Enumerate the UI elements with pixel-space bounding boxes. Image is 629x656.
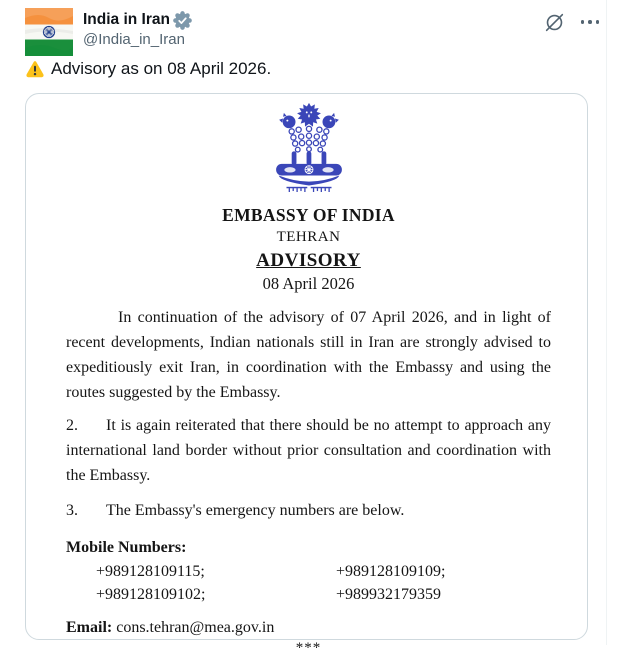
more-options-icon[interactable] [581,12,600,32]
tweet-text: Advisory as on 08 April 2026. [51,59,272,78]
phone-numbers-grid [96,560,551,606]
emblem-wrap [66,102,551,197]
mobile-numbers-label: Mobile Numbers: [66,539,187,556]
header-actions [544,8,600,56]
phone-number: +989128109102; [96,586,206,603]
india-flag-image [25,8,73,56]
doc-paragraph-3 [66,498,551,523]
phone-number: +989128109115; [96,563,205,580]
doc-paragraph-2 [66,413,551,488]
state-emblem-of-india-icon [257,102,361,192]
doc-date: 08 April 2026 [262,274,355,293]
doc-paragraph-1: In continuation of the advisory of 07 April 2026, and in light of recent developments, Indian nationals still in Iran are strongly advised to expeditiously exit Iran, in coordination with the Embassy and using the routes suggested by the Embassy. [66,309,551,401]
email-label: Email: [66,619,113,636]
paragraph-3-text: The Embassy's emergency numbers are below. [106,502,405,519]
avatar[interactable] [25,8,73,56]
phone-number: +989932179359 [336,586,442,603]
tweet-text-row [25,59,271,79]
email-line [66,616,551,640]
email-value: cons.tehran@mea.gov.in [112,619,275,636]
doc-org: EMBASSY OF INDIA [222,205,395,225]
doc-title: ADVISORY [256,250,361,271]
paragraph-2-text: It is again reiterated that there should be no attempt to approach any international land border without prior consultation and coordination with the Embassy. [66,417,551,484]
paragraph-2-number: 2. [66,417,78,434]
tweet-header [25,8,599,56]
paragraph-3-number: 3. [66,502,78,519]
warning-icon [25,59,45,79]
grok-icon[interactable] [544,12,565,33]
display-name[interactable]: India in Iran [83,11,170,28]
doc-footer-mark: *** [295,640,322,656]
verified-badge-icon [173,11,192,30]
attached-advisory-image[interactable] [25,93,588,656]
user-handle[interactable]: @India_in_Iran [83,31,185,48]
doc-city: TEHRAN [276,229,341,245]
phone-number: +989128109109; [336,563,446,580]
advisory-document [26,94,587,656]
identity-block [83,8,192,56]
timeline-column-border [606,0,607,645]
